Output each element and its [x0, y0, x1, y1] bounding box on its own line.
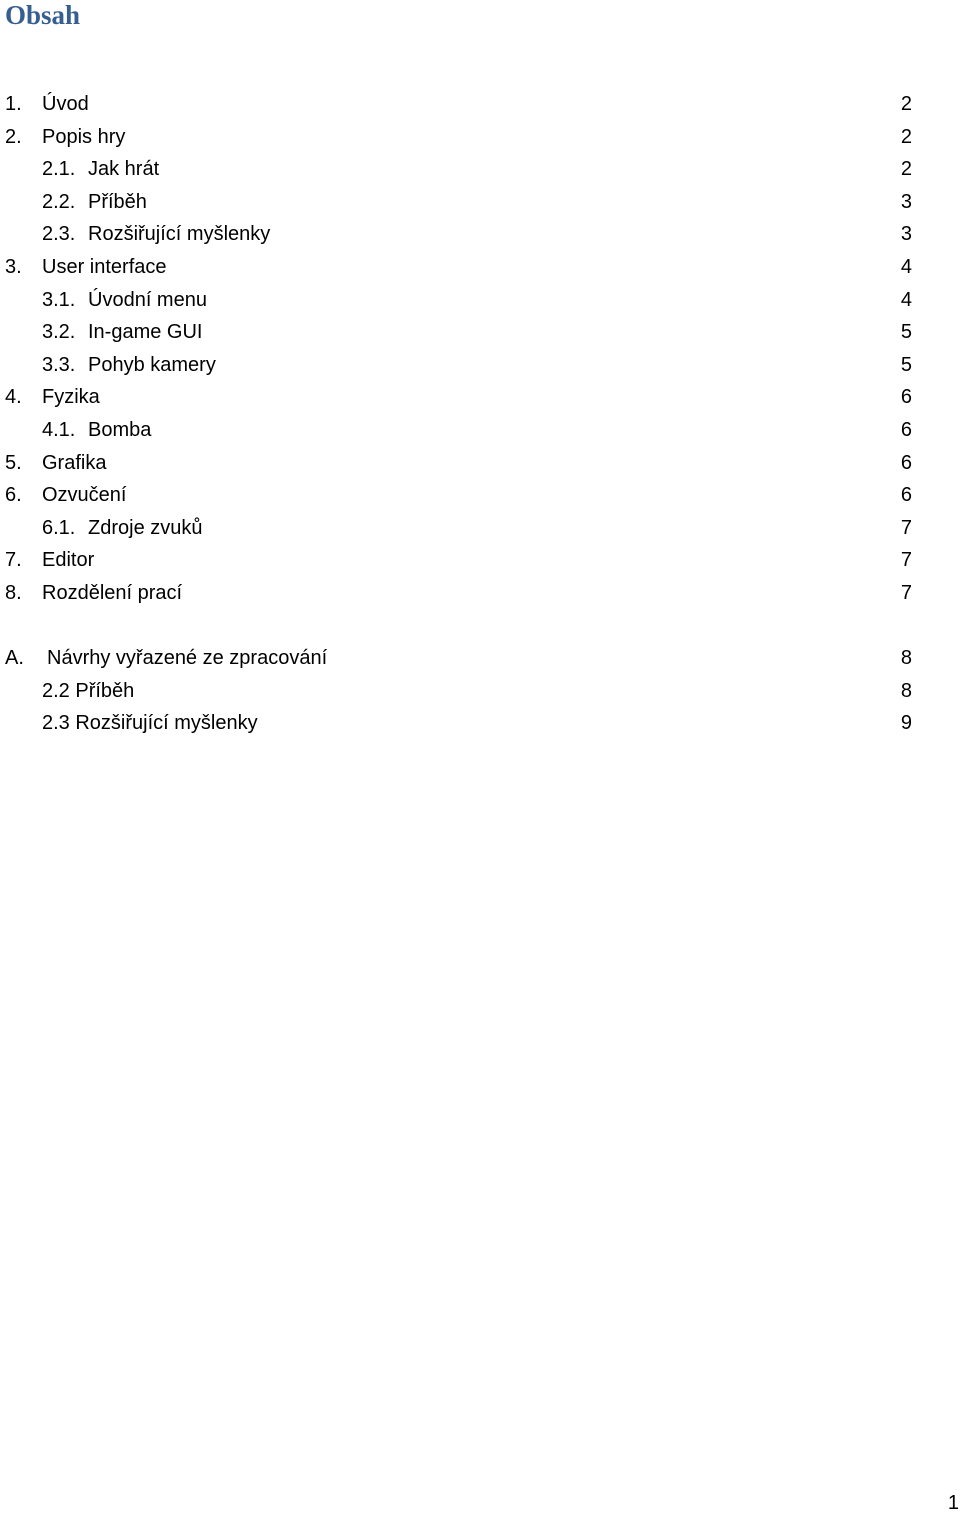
- toc-entry-number: 8.: [5, 582, 22, 604]
- toc-entry-label: Bomba: [88, 419, 152, 441]
- toc-entry-number: 4.: [5, 386, 22, 409]
- toc-entry-label: Fyzika: [42, 386, 100, 409]
- toc-entry-number: 3.2.: [42, 321, 76, 344]
- toc-entry-number: A.: [5, 647, 24, 669]
- toc-entry-number: 2.3.: [42, 223, 76, 246]
- toc-entry-label: 2.3 Rozšiřující myšlenky: [42, 712, 258, 735]
- toc-entry-number: 6.: [5, 484, 22, 507]
- toc-entry-label: Grafika: [42, 451, 107, 474]
- toc-entry-2-2[interactable]: [0, 186, 960, 218]
- toc-entry-8[interactable]: [0, 577, 960, 609]
- toc-entry-page: 5: [900, 353, 912, 376]
- toc-entry-page: 7: [900, 516, 912, 539]
- toc-entry-number: 2.: [5, 125, 22, 148]
- toc-entry-page: 2: [900, 93, 912, 115]
- toc-entry-label: Jak hrát: [88, 158, 160, 181]
- toc-entry-page: 6: [900, 386, 912, 409]
- toc-entry-page: 6: [900, 484, 912, 507]
- toc-entry-page: 8: [900, 679, 912, 702]
- toc-entry-page: 8: [900, 647, 912, 669]
- toc-entry-label: Pohyb kamery: [88, 353, 216, 376]
- toc-appendix-a[interactable]: [0, 642, 960, 674]
- toc-entry-page: 3: [900, 223, 912, 246]
- toc-entry-3-2[interactable]: [0, 316, 960, 348]
- toc-entry-number: 4.1.: [42, 419, 76, 441]
- toc-entry-page: 6: [900, 419, 912, 441]
- toc-entry-number: 7.: [5, 549, 22, 572]
- toc-entry-number: 2.1.: [42, 158, 76, 181]
- toc-entry-2[interactable]: [0, 121, 960, 153]
- toc-entry-number: 3.: [5, 256, 22, 278]
- toc-entry-number: 6.1.: [42, 516, 76, 539]
- toc-entry-3-1[interactable]: [0, 284, 960, 316]
- toc-entry-number: 3.1.: [42, 288, 76, 311]
- toc-entry-page: 6: [900, 451, 912, 474]
- toc-entry-label: Úvod: [42, 93, 89, 115]
- toc-entry-6[interactable]: [0, 479, 960, 511]
- toc-entry-page: 9: [900, 712, 912, 735]
- toc-entry-3[interactable]: [0, 251, 960, 283]
- toc-entry-page: 4: [900, 288, 912, 311]
- page-number: 1: [947, 1492, 959, 1514]
- toc-entry-label: User interface: [42, 256, 167, 278]
- toc-entry-label: Popis hry: [42, 125, 126, 148]
- toc-entry-label: Úvodní menu: [88, 288, 207, 311]
- toc-entry-label: Návrhy vyřazené ze zpracování: [47, 647, 328, 669]
- toc-appendix-2-3[interactable]: [0, 707, 960, 739]
- toc-entry-number: 1.: [5, 93, 22, 115]
- toc-entry-label: Rozdělení prací: [42, 582, 183, 604]
- toc-entry-number: 5.: [5, 451, 22, 474]
- toc-entry-4[interactable]: [0, 381, 960, 413]
- toc-entry-3-3[interactable]: [0, 349, 960, 381]
- toc-title: Obsah: [5, 0, 81, 30]
- toc-entry-page: 5: [900, 321, 912, 344]
- toc-entry-7[interactable]: [0, 544, 960, 576]
- toc-entry-number: 2.2.: [42, 190, 76, 213]
- toc-entry-page: 4: [900, 256, 912, 278]
- toc-entry-6-1[interactable]: [0, 512, 960, 544]
- toc-entry-4-1[interactable]: [0, 414, 960, 446]
- toc-entry-label: 2.2 Příběh: [42, 679, 135, 702]
- toc-entry-label: Editor: [42, 549, 95, 572]
- toc-entry-1[interactable]: [0, 88, 960, 120]
- toc-entry-label: Příběh: [88, 190, 147, 213]
- toc-entry-label: Ozvučení: [42, 484, 127, 507]
- toc-entry-page: 2: [900, 158, 912, 181]
- toc-entry-2-1[interactable]: [0, 153, 960, 185]
- toc-entry-page: 7: [900, 582, 912, 604]
- toc-entry-label: Zdroje zvuků: [88, 516, 203, 539]
- toc-entry-label: Rozšiřující myšlenky: [88, 223, 271, 246]
- toc-entry-2-3[interactable]: [0, 218, 960, 250]
- toc-entry-page: 2: [900, 125, 912, 148]
- toc-entry-page: 3: [900, 190, 912, 213]
- toc-entry-page: 7: [900, 549, 912, 572]
- toc-entry-5[interactable]: [0, 447, 960, 479]
- toc-entry-label: In-game GUI: [88, 321, 203, 344]
- toc-entry-number: 3.3.: [42, 353, 76, 376]
- toc-appendix-2-2[interactable]: [0, 675, 960, 707]
